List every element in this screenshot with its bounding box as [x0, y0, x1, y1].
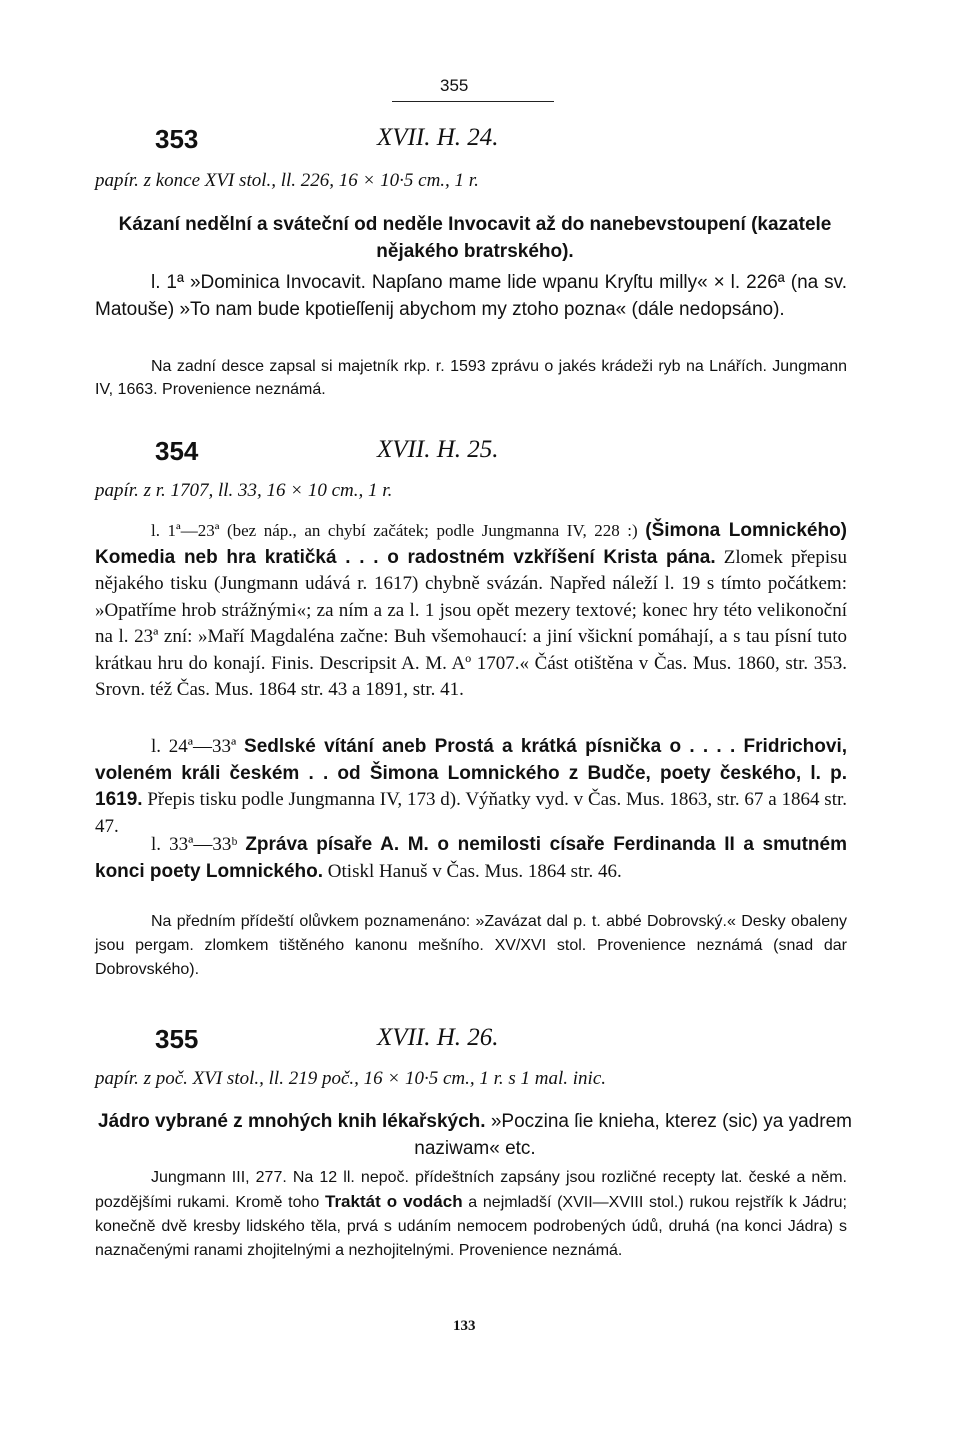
footer-number: 133: [453, 1318, 476, 1334]
text-span: »Poczina ſie knieha, kterez (sic) ya yadrem naziwam« etc.: [414, 1111, 852, 1159]
page-number: 355: [440, 76, 469, 95]
entry-354-paragraph-2: [95, 734, 847, 840]
entry-354-paragraph-1: [95, 518, 847, 704]
text-span: l. 24ª—33ª: [151, 736, 245, 757]
bold-title-span: Zpráva písaře A. M. o nemilosti císaře Ferdinanda II a smutném konci poety Lomnického.: [95, 834, 847, 882]
entry-353-title: Kázaní nedělní a sváteční od neděle Invocavit až do nanebevstoupení (kazatele nějakého bratrského).: [118, 214, 832, 262]
header-rule: [392, 101, 554, 102]
entry-number: 353: [155, 124, 199, 154]
entry-355-meta: papír. z poč. XVI stol., ll. 219 poč., 16 × 10·5 cm., 1 r. s 1 mal. inic.: [95, 1068, 607, 1089]
entry-signature: XVII. H. 25.: [377, 436, 499, 463]
entry-signature: XVII. H. 24.: [377, 124, 499, 151]
entry-354-paragraph-4: Na předním přídeští olůvkem poznamenáno: »Zavázat dal p. t. abbé Dobrovský.« Desky obaleny jsou pergam. zlomkem tištěného kanonu mešního. XV/XVI stol. Provenience neznámá (snad dar Dobrovského).: [95, 913, 847, 978]
entry-355-paragraph-1: [95, 1166, 847, 1263]
text-span: Jungmann III, 277. Na 12 ll. nepoč. přídeštních zapsány jsou rozličné recepty lat. české a něm. pozdějšími rukami. Kromě toho: [95, 1169, 847, 1211]
text-span: a nejmladší (XVII—XVIII stol.) rukou rejstřík k Jádru; konečně dvě kresby lidského těla, prvá s udáním nemocem podrobených údů, druhá (na konci Jádra) s naznačenými ranami zhojitelnými a nezhojitelnými. Provenience neznámá.: [95, 1194, 847, 1259]
text-span: l. 33ª—33ᵇ: [151, 834, 246, 855]
text-span: Zlomek přepisu nějakého tisku (Jungmann udává r. 1617) chybně svázán. Napřed náleží l. 19 s tímto počátkem: »Opatříme hrob strážnými«; za ním a za l. 1 jsou opět mezery textové; konec hry této velikonoční na l. 23ª zní: »Maří Magdaléna začne: Buh všemohaucí: a jiní všicknί pomáhají, a s tau písní tuto krátkau hru do konají. Finis. Descripsit A. M. Aº 1707.« Část otištěna v Čas. Mus. 1860, str. 353. Srovn. též Čas. Mus. 1864 str. 43 a 1891, str. 41.: [95, 546, 847, 700]
entry-354-heading: [155, 436, 855, 470]
entry-353-paragraph-2: Na zadní desce zapsal si majetník rkp. r. 1593 zprávu o jakés krádeži ryb na Lnářích. Jungmann IV, 1663. Provenience neznámá.: [95, 358, 847, 398]
entry-354-paragraph-3: [95, 832, 847, 885]
bold-title-span: (Šimona Lomnického) Komedia neb hra kratičká . . . o radostném vzkříšení Krista pána.: [95, 520, 848, 568]
entry-353-paragraph-1: l. 1ª »Dominica Invocavit. Napſano mame lide wpanu Kryſtu milly« × l. 226ª (na sv. Matouše) »To nam bude kpotieſſenij abychom my ztoho pozna« (dále nedopsáno).: [95, 272, 847, 320]
entry-354-meta: papír. z r. 1707, ll. 33, 16 × 10 cm., 1 r.: [95, 480, 393, 501]
bold-title-span: Jádro vybrané z mnohých knih lékařských.: [98, 1111, 486, 1132]
entry-number: 355: [155, 1024, 199, 1054]
entry-number: 354: [155, 436, 199, 466]
bold-title-span: Sedlské vítání aneb Prostá a krátká písnička o . . . . Fridrichovi, voleném králi českém . . od Šimona Lomnického z Budče, poety českého, l. p. 1619.: [95, 736, 847, 810]
text-span: Otiskl Hanuš v Čas. Mus. 1864 str. 46.: [323, 860, 622, 882]
entry-355-heading: [155, 1024, 855, 1058]
bold-title-span: Traktát o vodách: [325, 1192, 463, 1211]
entry-signature: XVII. H. 26.: [377, 1024, 499, 1051]
entry-353-meta: papír. z konce XVI stol., ll. 226, 16 × 10·5 cm., 1 r.: [95, 170, 479, 191]
entry-353-heading: [155, 124, 855, 158]
entry-355-title: [95, 1108, 855, 1162]
text-span: l. 1ª—23ª (bez náp., an chybí začátek; podle Jungmanna IV, 228 :): [151, 521, 646, 540]
text-span: Přepis tisku podle Jungmanna IV, 173 d). Výňatky vyd. v Čas. Mus. 1863, str. 67 a 1864 str. 47.: [95, 789, 847, 837]
